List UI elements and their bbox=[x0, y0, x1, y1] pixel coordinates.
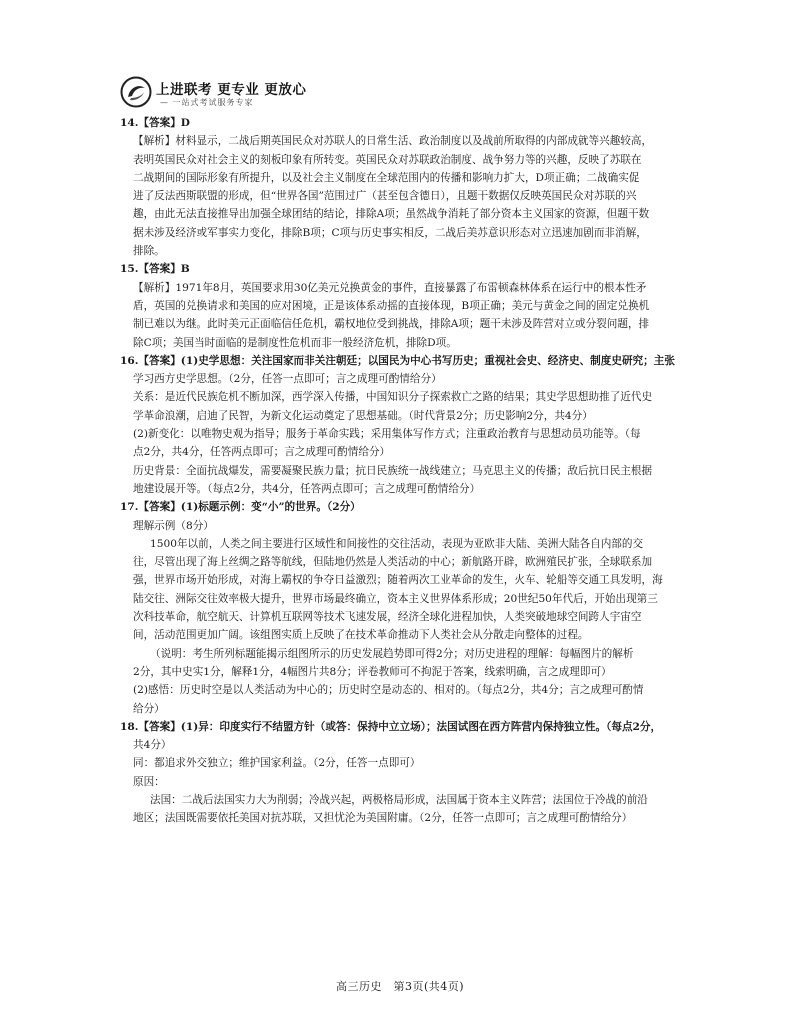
text-line: 地区；法国既需要依托美国对抗苏联，又担忧沦为美国附庸。（2分，任答一点即可；言之成理可酌情给分） bbox=[133, 812, 633, 825]
brand-slogan: 上进联考 更专业 更放心 bbox=[156, 82, 307, 98]
text-line: 排除。 bbox=[133, 245, 165, 258]
text-line: 二战期间的国际形象有所提升，以及社会主义制度在全球范围内的传播和影响力扩大，D项正确；二战确实促 bbox=[133, 171, 640, 184]
header bbox=[120, 72, 380, 116]
text-line: 理解示例（8分） bbox=[133, 519, 214, 532]
text-line: 14.【答案】D bbox=[120, 117, 190, 129]
text-line: (2)新变化：以唯物史观为指导；服务于革命实践；采用集体写作方式；注重政治教育与思想动员功能等。（每 bbox=[133, 428, 641, 441]
text-line: 陆交往、洲际交往效率极大提升，世界市场最终确立，资本主义世界体系形成；20世纪50年代后，开始出现第三 bbox=[133, 592, 658, 605]
text-line: 盾，英国的兑换请求和美国的应对困境，正是该体系动摇的直接体现，B项正确；美元与黄金之间的固定兑换机 bbox=[133, 299, 650, 312]
text-line: 趣，由此无法直接推导出加强全球团结的结论，排除A项；虽然战争消耗了部分资本主义国家的资源，但题干数 bbox=[133, 208, 650, 221]
text-line: 1500年以前，人类之间主要进行区域性和间接性的交往活动，表现为亚欧非大陆、美洲大陆各自内部的交 bbox=[150, 537, 644, 550]
text-line: 表明英国民众对社会主义的刻板印象有所转变。英国民众对苏联政治制度、战争努力等的兴趣，反映了苏联在 bbox=[133, 153, 642, 166]
text-line: 历史背景：全面抗战爆发，需要凝聚民族力量；抗日民族统一战线建立；马克思主义的传播；敌后抗日民主根据 bbox=[133, 464, 653, 477]
text-line: 间，活动范围更加广阔。该组图实质上反映了在技术革命推动下人类社会从分散走向整体的过程。 bbox=[133, 629, 589, 642]
text-line: 据未涉及经济或军事实力变化，排除B项；C项与历史事实相反，二战后美苏意识形态对立迅速加剧而非消解， bbox=[133, 226, 647, 239]
text-line: 16.【答案】(1)史学思想：关注国家而非关注朝廷；以国民为中心书写历史；重视社会史、经济史、制度史研究；主张 bbox=[120, 354, 675, 367]
text-line: 同：都追求外交独立；维护国家利益。（2分，任答一点即可） bbox=[133, 757, 421, 770]
text-line: 原因： bbox=[133, 775, 165, 788]
text-line: 学革命浪潮，启迪了民智，为新文化运动奠定了思想基础。（时代背景2分；历史影响2分，共4分） bbox=[133, 409, 593, 422]
text-line: （说明：考生所列标题能揭示组图所示的历史发展趋势即可得2分；对历史进程的理解：每幅图片的解析 bbox=[150, 647, 634, 660]
page-footer: 高三历史 第3页(共4页) bbox=[335, 980, 465, 993]
text-line: 学习西方史学思想。（2分，任答一点即可；言之成理可酌情给分） bbox=[133, 373, 442, 386]
text-line: 地建设展开等。（每点2分，共4分，任答两点即可；言之成理可酌情给分） bbox=[133, 482, 481, 495]
text-line: (2)感悟：历史时空是以人类活动为中心的；历史时空是动态的、相对的。（每点2分，共4分；言之成理可酌情 bbox=[133, 684, 644, 697]
text-line: 17.【答案】(1)标题示例：变“小”的世界。（2分） bbox=[120, 501, 361, 514]
text-line: 次科技革命，航空航天、计算机互联网等技术飞速发展，经济全球化进程加快，人类突破地球空间跨人宇宙空 bbox=[133, 611, 642, 624]
text-line: 进了反法西斯联盟的形成，但“世界各国”范围过广（甚至包含德日），且题干数据仅反映英国民众对苏联的兴 bbox=[133, 190, 637, 203]
text-line: 制已难以为继。此时美元正面临信任危机，霸权地位受到挑战，排除A项；题干未涉及阵营对立或分裂问题，排 bbox=[133, 318, 650, 331]
text-line: 往，尽管出现了海上丝绸之路等航线，但陆地仍然是人类活动的中心；新航路开辟，欧洲殖民扩张，全球联系加 bbox=[133, 556, 653, 569]
text-line: 关系：是近代民族危机不断加深，西学深入传播，中国知识分子探索救亡之路的结果；其史学思想助推了近代史 bbox=[133, 391, 653, 404]
text-line: 点2分，共4分，任答两点即可；言之成理可酌情给分） bbox=[133, 446, 391, 459]
text-line: 共4分） bbox=[133, 739, 172, 752]
text-line: 除C项；美国当时面临的是制度性危机而非一般经济危机，排除D项。 bbox=[133, 336, 457, 349]
answer-text bbox=[120, 114, 692, 828]
text-line: 18.【答案】(1)异：印度实行不结盟方针（或答：保持中立立场）；法国试图在西方阵营内保持独立性。（每点2分， bbox=[120, 720, 662, 733]
brand-subtitle: — 一站式考试服务专家 bbox=[160, 98, 254, 107]
text-line: 给分） bbox=[133, 702, 165, 715]
text-line: 法国：二战后法国实力大为削弱；冷战兴起，两极格局形成，法国属于资本主义阵营；法国位于冷战的前沿 bbox=[150, 793, 648, 806]
text-line: 【解析】1971年8月，英国要求用30亿美元兑换黄金的事件，直接暴露了布雷顿森林体系在运行中的根本性矛 bbox=[133, 281, 647, 294]
brand-logo-icon bbox=[120, 76, 152, 108]
text-line: 15.【答案】B bbox=[120, 263, 190, 276]
text-line: 强，世界市场开始形成，对海上霸权的争夺日益激烈；随着两次工业革命的发生，火车、轮船等交通工具发明，海 bbox=[133, 574, 663, 587]
text-line: 【解析】材料显示，二战后期英国民众对苏联人的日常生活、政治制度以及战前所取得的内部成就等兴趣较高， bbox=[133, 135, 653, 148]
text-line: 2分，其中史实1分，解释1分，4幅图片共8分；评卷教师可不拘泥于答案，线索明确，言之成理即可） bbox=[133, 665, 612, 678]
